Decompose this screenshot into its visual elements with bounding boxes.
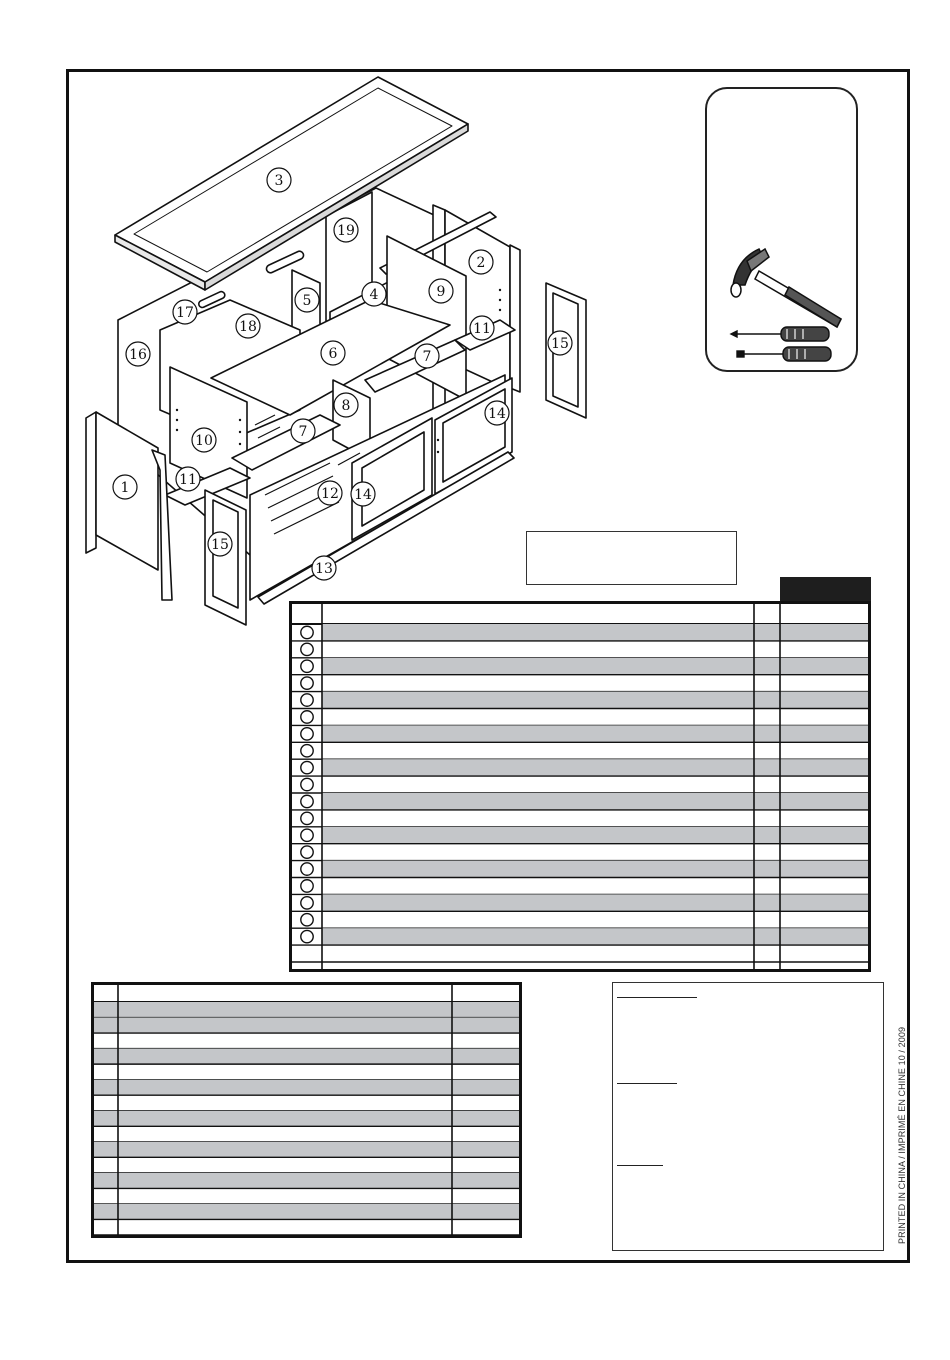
note-heading-rule-3 <box>617 1165 663 1166</box>
part-number-circle <box>301 829 313 841</box>
callout-6: 6 <box>328 346 338 362</box>
part-number-circle <box>301 880 313 892</box>
callout-15a: 15 <box>211 537 229 553</box>
callout-11a: 11 <box>473 321 491 337</box>
hardware-list-table <box>91 982 522 1238</box>
part-number-circle <box>301 643 313 655</box>
hardware-table-row <box>94 1204 519 1220</box>
callout-10: 10 <box>195 433 213 449</box>
parts-table-row <box>292 759 868 776</box>
part-number-circle <box>301 812 313 824</box>
callout-13: 13 <box>315 561 333 577</box>
part-number-circle <box>301 778 313 790</box>
hardware-table-row <box>94 1049 519 1065</box>
callout-14a: 14 <box>488 406 506 422</box>
parts-table-row <box>292 846 868 861</box>
callout-7b: 7 <box>298 424 308 440</box>
blank-label-box <box>526 531 737 585</box>
parts-table-row <box>292 812 868 827</box>
part-number-circle <box>301 728 313 740</box>
callout-14b: 14 <box>354 487 372 503</box>
wood-door-15-left-part <box>205 490 246 625</box>
parts-list-table <box>289 601 871 972</box>
part-number-circle <box>301 914 313 926</box>
parts-table-row <box>292 658 868 675</box>
parts-table-row <box>292 624 868 641</box>
hardware-table-row <box>94 1002 519 1018</box>
part-number-circle <box>301 626 313 638</box>
part-number-circle <box>301 846 313 858</box>
parts-table-row <box>292 745 868 760</box>
hardware-table-row <box>94 1080 519 1096</box>
callout-17: 17 <box>176 305 194 321</box>
hardware-table-row <box>94 1173 519 1189</box>
part-number-circle <box>301 863 313 875</box>
callout-15b: 15 <box>551 336 569 352</box>
part-number-circle <box>301 660 313 672</box>
parts-table-row <box>292 677 868 692</box>
hammer-icon <box>731 249 841 327</box>
part-number-circle <box>301 711 313 723</box>
part-number-circle <box>301 930 313 942</box>
callout-3: 3 <box>274 173 284 189</box>
parts-table-row <box>292 928 868 945</box>
callout-11b: 11 <box>179 472 197 488</box>
parts-table-row <box>292 880 868 895</box>
callout-18: 18 <box>239 319 257 335</box>
parts-table-row <box>292 914 868 929</box>
callout-5: 5 <box>302 293 312 309</box>
part-number-circle <box>301 795 313 807</box>
callout-4: 4 <box>369 287 379 303</box>
part-number-circle <box>301 694 313 706</box>
hardware-table-row <box>94 1142 519 1158</box>
part-number-circle <box>301 745 313 757</box>
flathead-screwdriver-icon <box>737 347 831 361</box>
callout-2: 2 <box>476 255 486 271</box>
callout-7a: 7 <box>422 349 432 365</box>
parts-table-row <box>292 692 868 709</box>
callout-12: 12 <box>321 486 339 502</box>
callout-8: 8 <box>341 398 351 414</box>
callout-9: 9 <box>436 284 446 300</box>
note-heading-rule-2 <box>617 1083 677 1084</box>
callout-1: 1 <box>120 480 130 496</box>
parts-table-row <box>292 894 868 911</box>
phillips-screwdriver-icon <box>731 327 829 341</box>
parts-table-row <box>292 861 868 878</box>
callout-16: 16 <box>129 347 147 363</box>
quantity-header-tab <box>780 577 871 601</box>
parts-table-row <box>292 643 868 658</box>
parts-table-row <box>292 827 868 844</box>
hardware-table-row <box>94 1018 519 1034</box>
part-number-circle <box>301 761 313 773</box>
tools-required-box <box>705 87 858 372</box>
parts-table-row <box>292 793 868 810</box>
callout-19: 19 <box>337 223 355 239</box>
parts-table-row <box>292 778 868 793</box>
parts-table-row <box>292 711 868 726</box>
part-number-circle <box>301 677 313 689</box>
part-number-circle <box>301 897 313 909</box>
parts-table-row <box>292 725 868 742</box>
notes-box <box>612 982 884 1251</box>
note-heading-rule-1 <box>617 997 697 998</box>
printed-in-china-note: PRINTED IN CHINA / IMPRIMÉ EN CHINE 10 / 2009 <box>897 1026 907 1244</box>
hardware-table-row <box>94 1111 519 1127</box>
